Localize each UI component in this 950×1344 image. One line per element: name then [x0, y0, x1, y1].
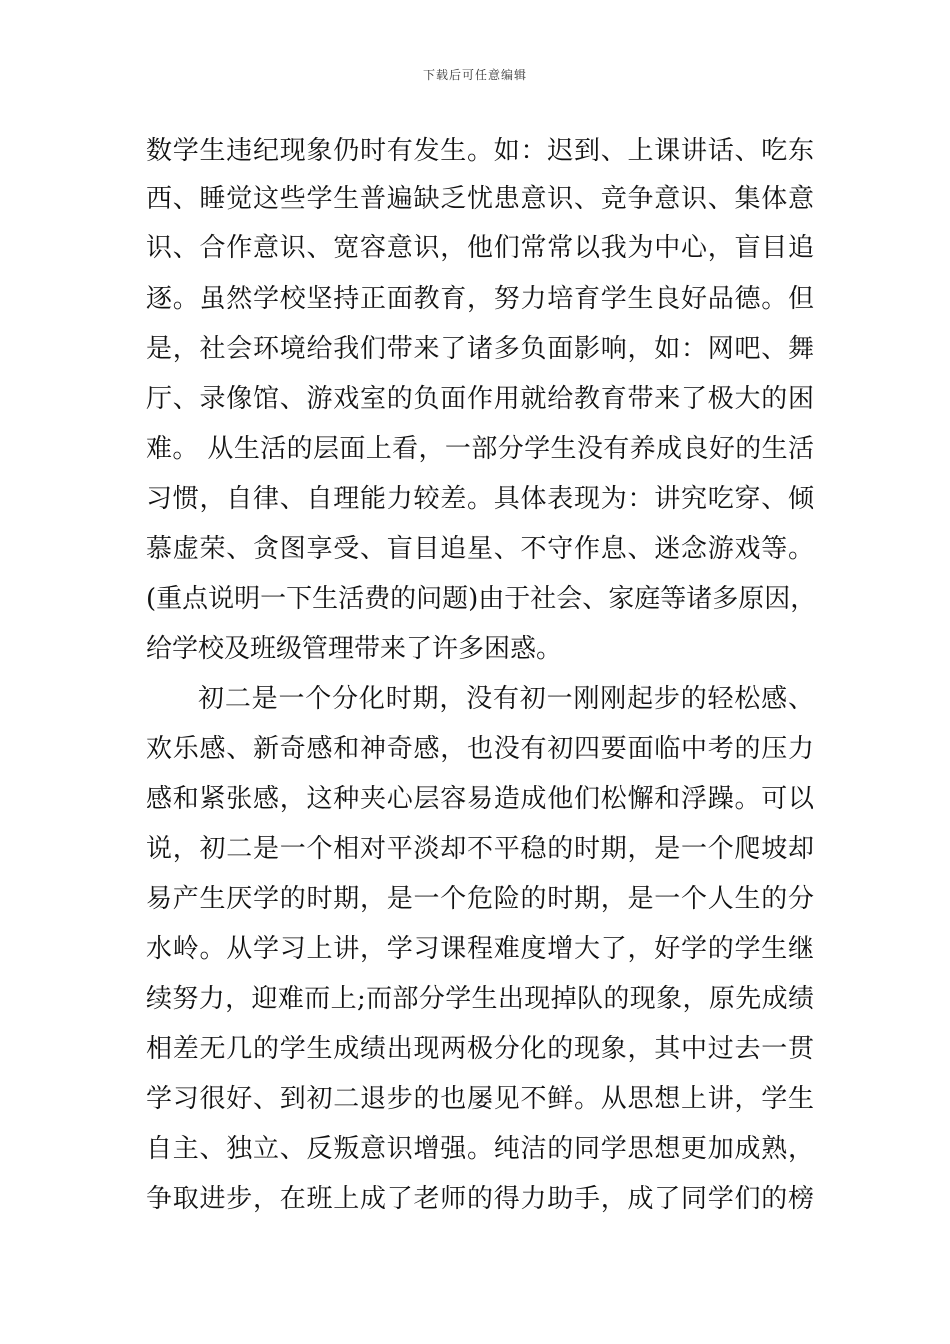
- text-line: 感和紧张感，这种夹心层容易造成他们松懈和浮躁。可以: [146, 784, 814, 814]
- text-line: 欢乐感、新奇感和神奇感，也没有初四要面临中考的压力: [146, 734, 814, 764]
- text-line: 慕虚荣、贪图享受、盲目追星、不守作息、迷念游戏等。: [146, 534, 814, 564]
- text-line: 习惯，自律、自理能力较差。具体表现为：讲究吃穿、倾: [146, 484, 814, 514]
- text-line: 相差无几的学生成绩出现两极分化的现象，其中过去一贯: [146, 1034, 814, 1064]
- text-line: 西、睡觉这些学生普遍缺乏忧患意识、竞争意识、集体意: [146, 184, 814, 214]
- text-line: 易产生厌学的时期，是一个危险的时期，是一个人生的分: [146, 884, 814, 914]
- text-line: 续努力，迎难而上;而部分学生出现掉队的现象，原先成绩: [146, 984, 814, 1014]
- text-line: 难。 从生活的层面上看，一部分学生没有养成良好的生活: [146, 434, 814, 464]
- text-line: 水岭。从学习上讲，学习课程难度增大了，好学的学生继: [146, 934, 814, 964]
- page-header: 下载后可任意编辑: [422, 68, 527, 82]
- text-line: 争取进步，在班上成了老师的得力助手，成了同学们的榜: [146, 1184, 814, 1214]
- text-line: 自主、独立、反叛意识增强。纯洁的同学思想更加成熟，: [146, 1134, 814, 1164]
- text-line: 学习很好、到初二退步的也屡见不鲜。从思想上讲，学生: [146, 1084, 814, 1114]
- paragraph-first-line: 初二是一个分化时期，没有初一刚刚起步的轻松感、: [198, 684, 814, 714]
- text-line: 给学校及班级管理带来了许多困惑。: [146, 634, 563, 664]
- text-line: 逐。虽然学校坚持正面教育，努力培育学生良好品德。但: [146, 284, 814, 314]
- text-line: 识、合作意识、宽容意识，他们常常以我为中心，盲目追: [146, 233, 814, 263]
- text-line: 说，初二是一个相对平淡却不平稳的时期，是一个爬坡却: [146, 834, 814, 864]
- text-line: 数学生违纪现象仍时有发生。如：迟到、上课讲话、吃东: [146, 136, 814, 166]
- text-line: 是，社会环境给我们带来了诸多负面影响，如：网吧、舞: [146, 334, 814, 364]
- text-line: (重点说明一下生活费的问题)由于社会、家庭等诸多原因，: [146, 584, 817, 614]
- text-line: 厅、录像馆、游戏室的负面作用就给教育带来了极大的困: [146, 384, 814, 414]
